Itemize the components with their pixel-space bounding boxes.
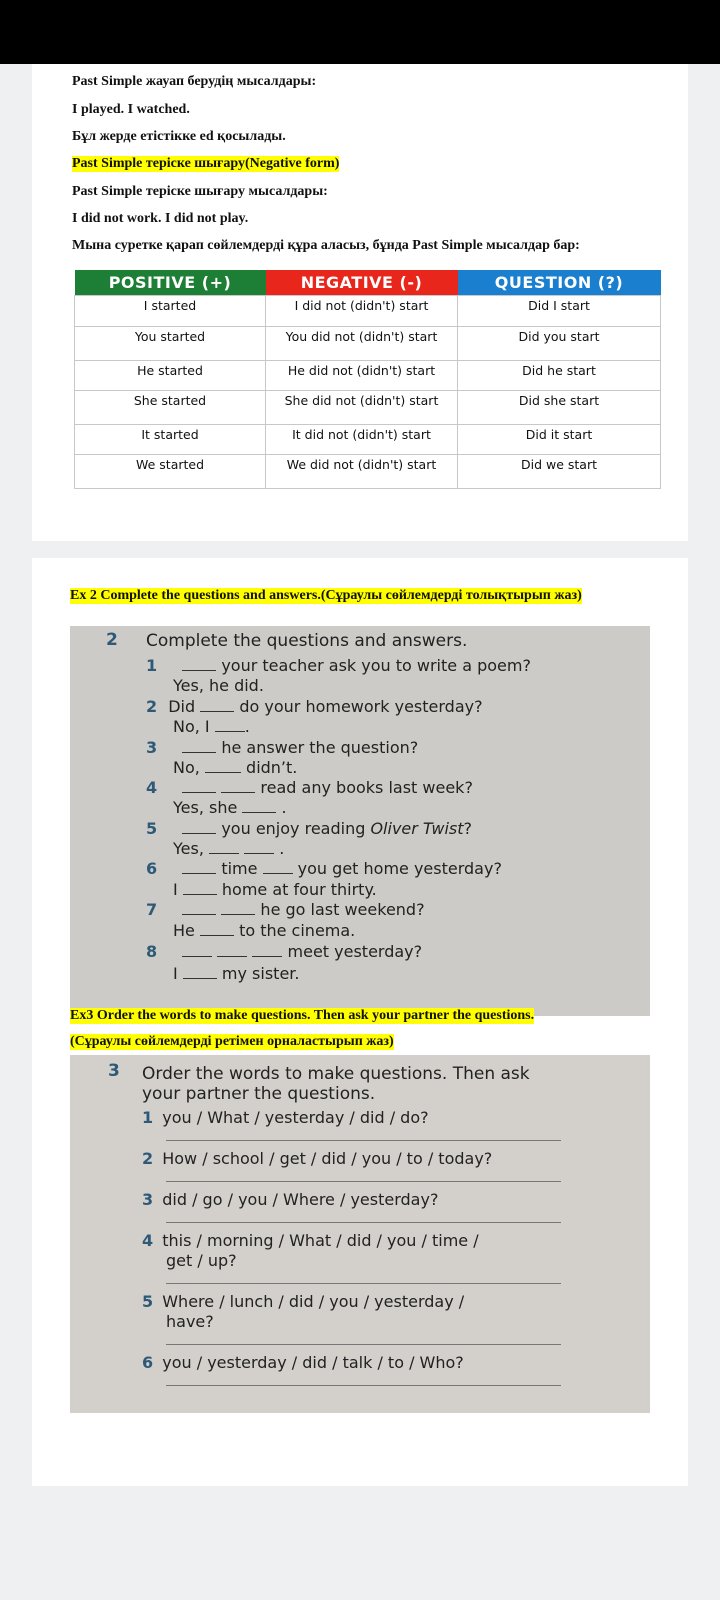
exercise-title: Complete the questions and answers. [146,631,468,651]
answer-3 [173,758,297,777]
cell: Did he start [458,361,661,391]
answer-blank[interactable] [183,893,217,895]
question-text: you enjoy reading [221,819,366,838]
answer-2 [173,717,250,736]
top-bar [0,0,720,64]
answer-text: home at four thirty. [221,880,377,899]
text-line: Past Simple теріске шығару мысалдары: [72,184,328,199]
answer-7 [173,921,355,940]
answer-text: my sister. [221,964,300,983]
answer-4 [173,798,287,817]
exercise-number: 2 [106,630,118,650]
answer-blank[interactable] [200,934,234,936]
item-number: 4 [146,778,158,797]
item-number: 2 [146,697,158,716]
answer-line[interactable] [166,1140,561,1141]
past-simple-table [74,270,661,489]
answer-blank[interactable] [182,832,216,834]
cell: Did we start [458,455,661,489]
exercise-3-photo [70,1055,650,1413]
ex3-heading-translation: (Сұраулы сөйлемдерді ретімен орналастырып жаз) [70,1034,394,1049]
answer-1: Yes, he did. [173,676,264,695]
answer-text: didn’t. [246,758,298,777]
exercise-title: your partner the questions. [142,1084,376,1104]
order-words: Where / lunch / did / you / yesterday / [162,1292,465,1311]
answer-blank[interactable] [182,955,212,957]
order-item-5-cont: have? [166,1312,214,1331]
question-8 [146,942,422,961]
answer-line[interactable] [166,1344,561,1345]
table-row [75,425,661,455]
cell: He did not (didn't) start [266,361,458,391]
question-text: he answer the question? [221,738,419,757]
table-row [75,327,661,361]
cell: You did not (didn't) start [266,327,458,361]
answer-text: . [244,717,250,736]
answer-text: I [173,964,178,983]
answer-text: No, I [173,717,210,736]
answer-blank[interactable] [242,811,276,813]
cell: It started [75,425,266,455]
question-5 [146,819,472,838]
answer-blank[interactable] [215,730,245,732]
answer-text: . [281,798,287,817]
answer-blank[interactable] [182,751,216,753]
header-positive: POSITIVE (+) [75,270,266,296]
item-number: 4 [142,1231,154,1250]
answer-text: to the cinema. [239,921,356,940]
cell: Did it start [458,425,661,455]
item-number: 3 [146,738,158,757]
item-number: 5 [146,819,158,838]
answer-text: Yes, [173,839,204,858]
answer-blank[interactable] [205,771,241,773]
item-number: 6 [146,859,158,878]
header-question: QUESTION (?) [458,270,661,296]
document-page-1 [32,64,688,541]
table-row [75,296,661,327]
question-text: your teacher ask you to write a poem? [221,656,531,675]
question-text: time [221,859,258,878]
question-text: ? [463,819,473,838]
cell: Did I start [458,296,661,327]
text-line: I did not work. I did not play. [72,211,249,226]
order-item-3 [142,1190,438,1209]
question-text: read any books last week? [260,778,473,797]
answer-blank[interactable] [263,872,293,874]
book-title: Oliver Twist [370,819,464,838]
question-4 [146,778,473,797]
item-number: 1 [142,1108,154,1127]
text-line: Past Simple жауап берудің мысалдары: [72,74,317,89]
text-line: I played. I watched. [72,102,190,117]
document-page-2 [32,558,688,1486]
answer-line[interactable] [166,1283,561,1284]
item-number: 3 [142,1190,154,1209]
item-number: 8 [146,942,158,961]
cell: Did she start [458,391,661,425]
table-row [75,361,661,391]
cell: We started [75,455,266,489]
cell: I did not (didn't) start [266,296,458,327]
cell: You started [75,327,266,361]
text-line: Мына суретке қарап сөйлемдерді құра аласыз, бұнда Past Simple мысалдар бар: [72,238,580,253]
cell: I started [75,296,266,327]
answer-line[interactable] [166,1222,561,1223]
cell: She did not (didn't) start [266,391,458,425]
question-2 [146,697,483,716]
order-words: you / What / yesterday / did / do? [162,1108,429,1127]
order-item-5 [142,1292,464,1311]
text-line: Бұл жерде етістікке ed қосылады. [72,129,286,144]
question-3 [146,738,418,757]
answer-blank[interactable] [209,852,239,854]
exercise-title: Order the words to make questions. Then ask [142,1064,530,1084]
answer-blank[interactable] [217,955,247,957]
answer-blank[interactable] [200,710,234,712]
question-text: do your homework yesterday? [239,697,483,716]
answer-text: No, [173,758,200,777]
answer-blank[interactable] [182,913,216,915]
answer-line[interactable] [166,1385,561,1386]
answer-blank[interactable] [182,669,216,671]
ex2-heading: Ex 2 Complete the questions and answers.(Сұраулы сөйлемдерді толықтырып жаз) [70,588,582,603]
item-number: 5 [142,1292,154,1311]
cell: Did you start [458,327,661,361]
exercise-number: 3 [108,1061,120,1081]
order-item-4-cont: get / up? [166,1251,237,1270]
question-6 [146,859,502,878]
question-text: he go last weekend? [260,900,425,919]
question-text: meet yesterday? [287,942,423,961]
item-number: 7 [146,900,158,919]
item-number: 1 [146,656,158,675]
order-words: this / morning / What / did / you / time / [162,1231,479,1250]
ex3-heading: Ex3 Order the words to make questions. Then ask your partner the questions. [70,1008,535,1023]
order-words: How / school / get / did / you / to / today? [162,1149,493,1168]
exercise-2-photo [70,626,650,1016]
order-words: did / go / you / Where / yesterday? [162,1190,439,1209]
order-item-2 [142,1149,492,1168]
highlighted-heading: Past Simple теріске шығару(Negative form) [72,156,340,171]
answer-blank[interactable] [221,791,255,793]
order-item-4 [142,1231,479,1250]
answer-text: I [173,880,178,899]
question-7 [146,900,425,919]
answer-blank[interactable] [244,852,274,854]
cell: She started [75,391,266,425]
table-row [75,391,661,425]
answer-blank[interactable] [182,872,216,874]
answer-8 [173,964,299,983]
answer-blank[interactable] [252,955,282,957]
item-number: 2 [142,1149,154,1168]
cell: It did not (didn't) start [266,425,458,455]
order-item-6 [142,1353,464,1372]
answer-text: He [173,921,195,940]
header-negative: NEGATIVE (-) [266,270,458,296]
item-number: 6 [142,1353,154,1372]
answer-blank[interactable] [183,977,217,979]
answer-text: . [279,839,285,858]
answer-6 [173,880,377,899]
table-row [75,455,661,489]
answer-text: Yes, she [173,798,238,817]
order-words: you / yesterday / did / talk / to / Who? [162,1353,464,1372]
answer-blank[interactable] [182,791,216,793]
answer-blank[interactable] [221,913,255,915]
question-1 [146,656,531,675]
question-text: Did [168,697,196,716]
answer-line[interactable] [166,1181,561,1182]
question-text: you get home yesterday? [297,859,502,878]
answer-5 [173,839,284,858]
cell: He started [75,361,266,391]
order-item-1 [142,1108,429,1127]
cell: We did not (didn't) start [266,455,458,489]
